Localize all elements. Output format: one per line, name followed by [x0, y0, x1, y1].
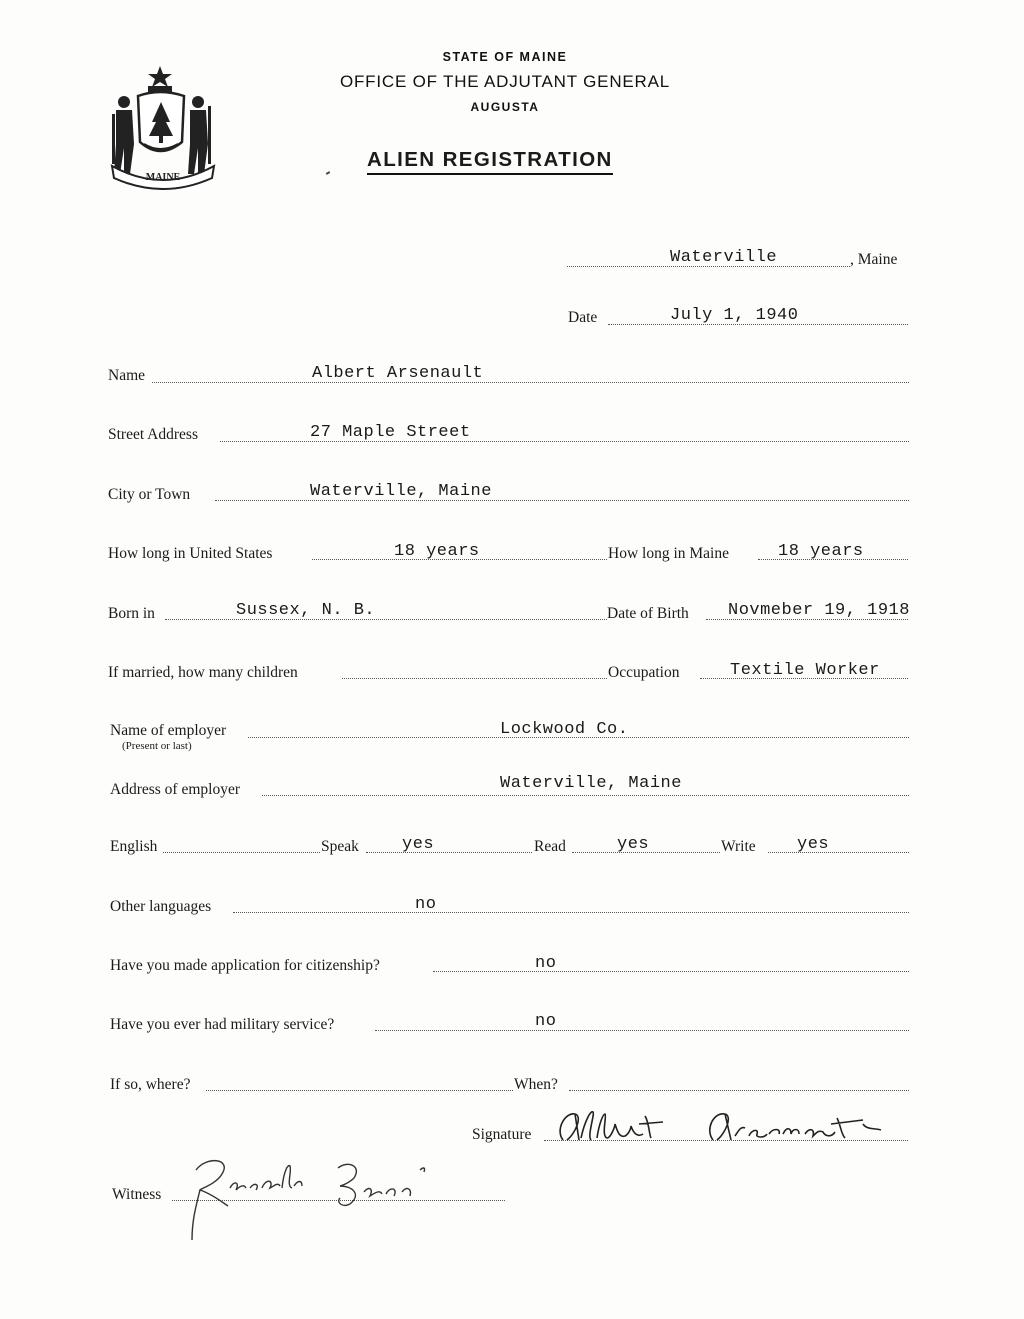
street-label: Street Address: [108, 426, 198, 443]
witness-label: Witness: [112, 1186, 162, 1203]
state-heading: STATE OF MAINE: [442, 50, 568, 64]
born-in-line: [165, 619, 607, 620]
form-title: ALIEN REGISTRATION: [367, 148, 613, 175]
citizenship-line: [433, 971, 909, 972]
born-in-label: Born in: [108, 605, 155, 622]
military-label: Have you ever had military service?: [110, 1016, 335, 1033]
write-value: yes: [797, 835, 830, 854]
how-long-maine-value: 18 years: [778, 542, 864, 561]
military-value: no: [535, 1012, 557, 1031]
born-in-value: Sussex, N. B.: [236, 601, 376, 620]
seal-banner-text: MAINE: [145, 172, 181, 183]
other-languages-line: [233, 912, 909, 913]
how-long-us-label: How long in United States: [108, 545, 273, 562]
children-line: [342, 678, 607, 679]
english-line: [163, 852, 320, 853]
town-value: Waterville: [670, 248, 778, 267]
english-label: English: [110, 838, 158, 855]
speak-line: [366, 852, 532, 853]
employer-address-value: Waterville, Maine: [500, 774, 682, 793]
office-heading: OFFICE OF THE ADJUTANT GENERAL: [339, 72, 671, 91]
military-line: [375, 1030, 909, 1031]
date-label: Date: [568, 309, 598, 326]
employer-value: Lockwood Co.: [500, 720, 629, 739]
city-value: Waterville, Maine: [310, 482, 492, 501]
read-value: yes: [617, 835, 650, 854]
write-line: [768, 852, 909, 853]
date-of-birth-label: Date of Birth: [607, 605, 689, 622]
street-value: 27 Maple Street: [310, 423, 471, 442]
signature-label: Signature: [472, 1126, 532, 1143]
name-label: Name: [108, 367, 146, 384]
other-languages-value: no: [415, 895, 437, 914]
occupation-value: Textile Worker: [730, 661, 880, 680]
employer-address-line: [262, 795, 909, 796]
city-label: City or Town: [108, 486, 191, 503]
occupation-label: Occupation: [608, 664, 680, 681]
how-long-maine-label: How long in Maine: [608, 545, 729, 562]
other-languages-label: Other languages: [110, 898, 212, 915]
when-label: When?: [514, 1076, 558, 1093]
name-value: Albert Arsenault: [312, 364, 484, 383]
name-line: [152, 382, 909, 383]
maine-label: , Maine: [850, 251, 898, 268]
employer-sublabel: (Present or last): [122, 740, 192, 752]
citizenship-label: Have you made application for citizenship?: [110, 957, 380, 974]
witness-signature: [172, 1150, 472, 1245]
employer-address-label: Address of employer: [110, 781, 240, 798]
if-so-where-label: If so, where?: [110, 1076, 191, 1093]
speak-value: yes: [402, 835, 435, 854]
read-label: Read: [534, 838, 566, 855]
citizenship-value: no: [535, 954, 557, 973]
speak-label: Speak: [321, 838, 359, 855]
stray-mark: [326, 171, 330, 175]
if-so-where-line: [206, 1090, 513, 1091]
city-heading: AUGUSTA: [470, 100, 540, 114]
date-of-birth-value: Novmeber 19, 1918: [728, 601, 910, 620]
write-label: Write: [721, 838, 756, 855]
applicant-signature: [545, 1100, 910, 1155]
date-value: July 1, 1940: [670, 306, 799, 325]
children-label: If married, how many children: [108, 664, 298, 681]
when-line: [569, 1090, 909, 1091]
employer-label: Name of employer: [110, 722, 227, 739]
how-long-us-value: 18 years: [394, 542, 480, 561]
